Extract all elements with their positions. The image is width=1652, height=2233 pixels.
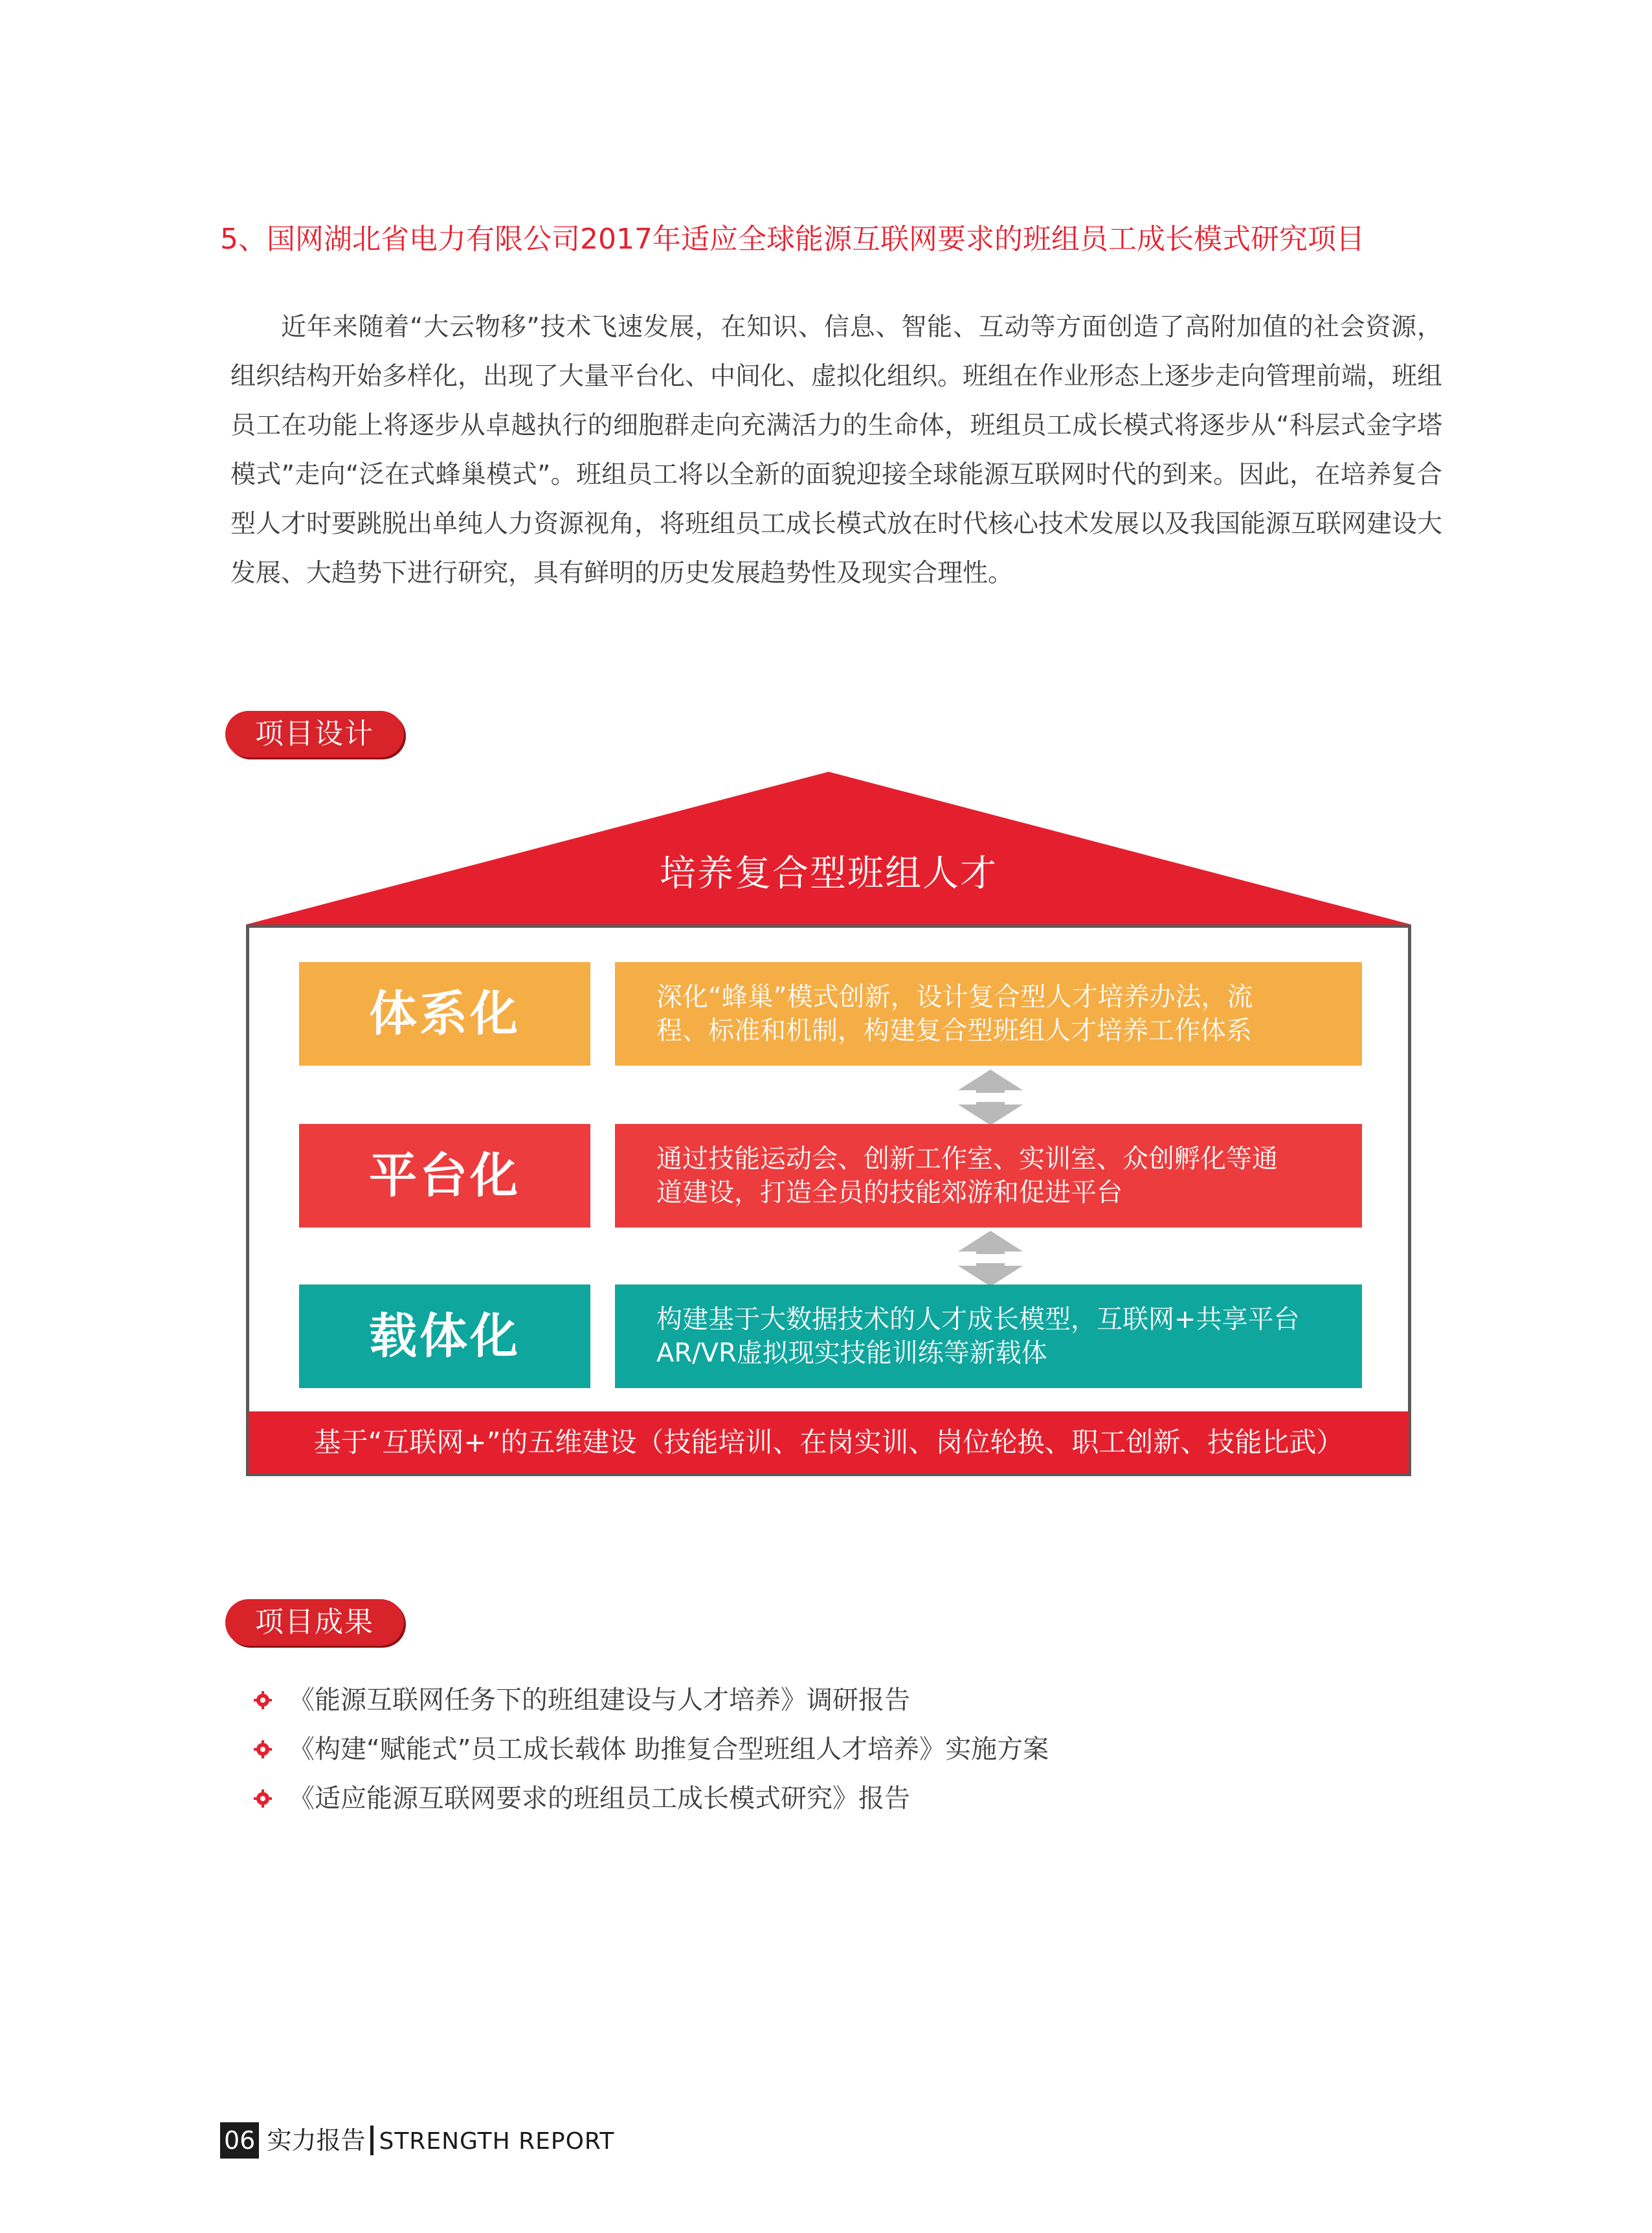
intro-paragraph: 近年来随着“大云物移”技术飞速发展，在知识、信息、智能、互动等方面创造了高附加值的社会资源，组织结构开始多样化，出现了大量平台化、中间化、虚拟化组织。班组在作业形态上逐步走向管理前端，班组员工在功能上将逐步从卓越执行的细胞群走向充满活力的生命体，班组员工成长模式将逐步从“科层式金字塔模式”走向“泛在式蜂巢模式”。班组员工将以全新的面貌迎接全球能源互联网时代的到来。因此，在培养复合型人才时要跳脱出单纯人力资源视角，将班组员工成长模式放在时代核心技术发展以及我国能源互联网建设大发展、大趋势下进行研究，具有鲜明的历史发展趋势性及现实合理性。 <box>230 313 1443 588</box>
gear-bullet-icon <box>254 1691 272 1709</box>
results-list <box>254 1676 1354 1823</box>
roof-title: 培养复合型班组人才 <box>660 853 998 895</box>
gear-bullet-icon <box>254 1740 272 1758</box>
desc-line: AR/VR虚拟现实技能训练等新载体 <box>656 1338 1047 1368</box>
desc-line: 通过技能运动会、创新工作室、实训室、众创孵化等通 <box>656 1144 1278 1174</box>
double-arrow-icon <box>958 1231 1023 1286</box>
footer-title-cn: 实力报告 <box>267 2126 366 2155</box>
results-section-label: 项目成果 <box>225 1599 404 1646</box>
double-arrow-icon <box>958 1070 1023 1125</box>
desc-line: 深化“蜂巢”模式创新，设计复合型人才培养办法，流 <box>656 982 1253 1012</box>
row-carrier <box>299 1285 1362 1388</box>
list-item <box>254 1725 1354 1774</box>
list-item <box>254 1774 1354 1823</box>
row-label: 载体化 <box>299 1285 590 1388</box>
project-design-diagram <box>246 772 1411 1490</box>
row-systematization <box>299 962 1362 1066</box>
design-section-label: 项目设计 <box>225 711 404 757</box>
footer-title-en: STRENGTH REPORT <box>379 2128 615 2155</box>
desc-line: 构建基于大数据技术的人才成长模型，互联网+共享平台 <box>656 1305 1300 1334</box>
list-item <box>254 1676 1354 1725</box>
row-label: 体系化 <box>299 962 590 1066</box>
row-description <box>615 962 1362 1066</box>
gear-bullet-icon <box>254 1790 272 1808</box>
row-label: 平台化 <box>299 1124 590 1228</box>
footer-divider <box>370 2126 374 2155</box>
row-description <box>615 1285 1362 1388</box>
row-description <box>615 1124 1362 1228</box>
page-footer <box>220 2122 614 2159</box>
diagram-base: 基于“互联网+”的五维建设（技能培训、在岗实训、岗位轮换、职工创新、技能比武） <box>246 1411 1411 1476</box>
result-text: 《构建“赋能式”员工成长载体 助推复合型班组人才培养》实施方案 <box>289 1734 1049 1764</box>
desc-line: 程、标准和机制，构建复合型班组人才培养工作体系 <box>656 1016 1252 1046</box>
row-platformization <box>299 1124 1362 1228</box>
section-heading: 5、国网湖北省电力有限公司2017年适应全球能源互联网要求的班组员工成长模式研究项目 <box>220 223 1365 256</box>
result-text: 《能源互联网任务下的班组建设与人才培养》调研报告 <box>289 1685 910 1715</box>
result-text: 《适应能源互联网要求的班组员工成长模式研究》报告 <box>289 1784 910 1813</box>
desc-line: 道建设，打造全员的技能郊游和促进平台 <box>656 1178 1122 1207</box>
page-number: 06 <box>220 2122 259 2159</box>
